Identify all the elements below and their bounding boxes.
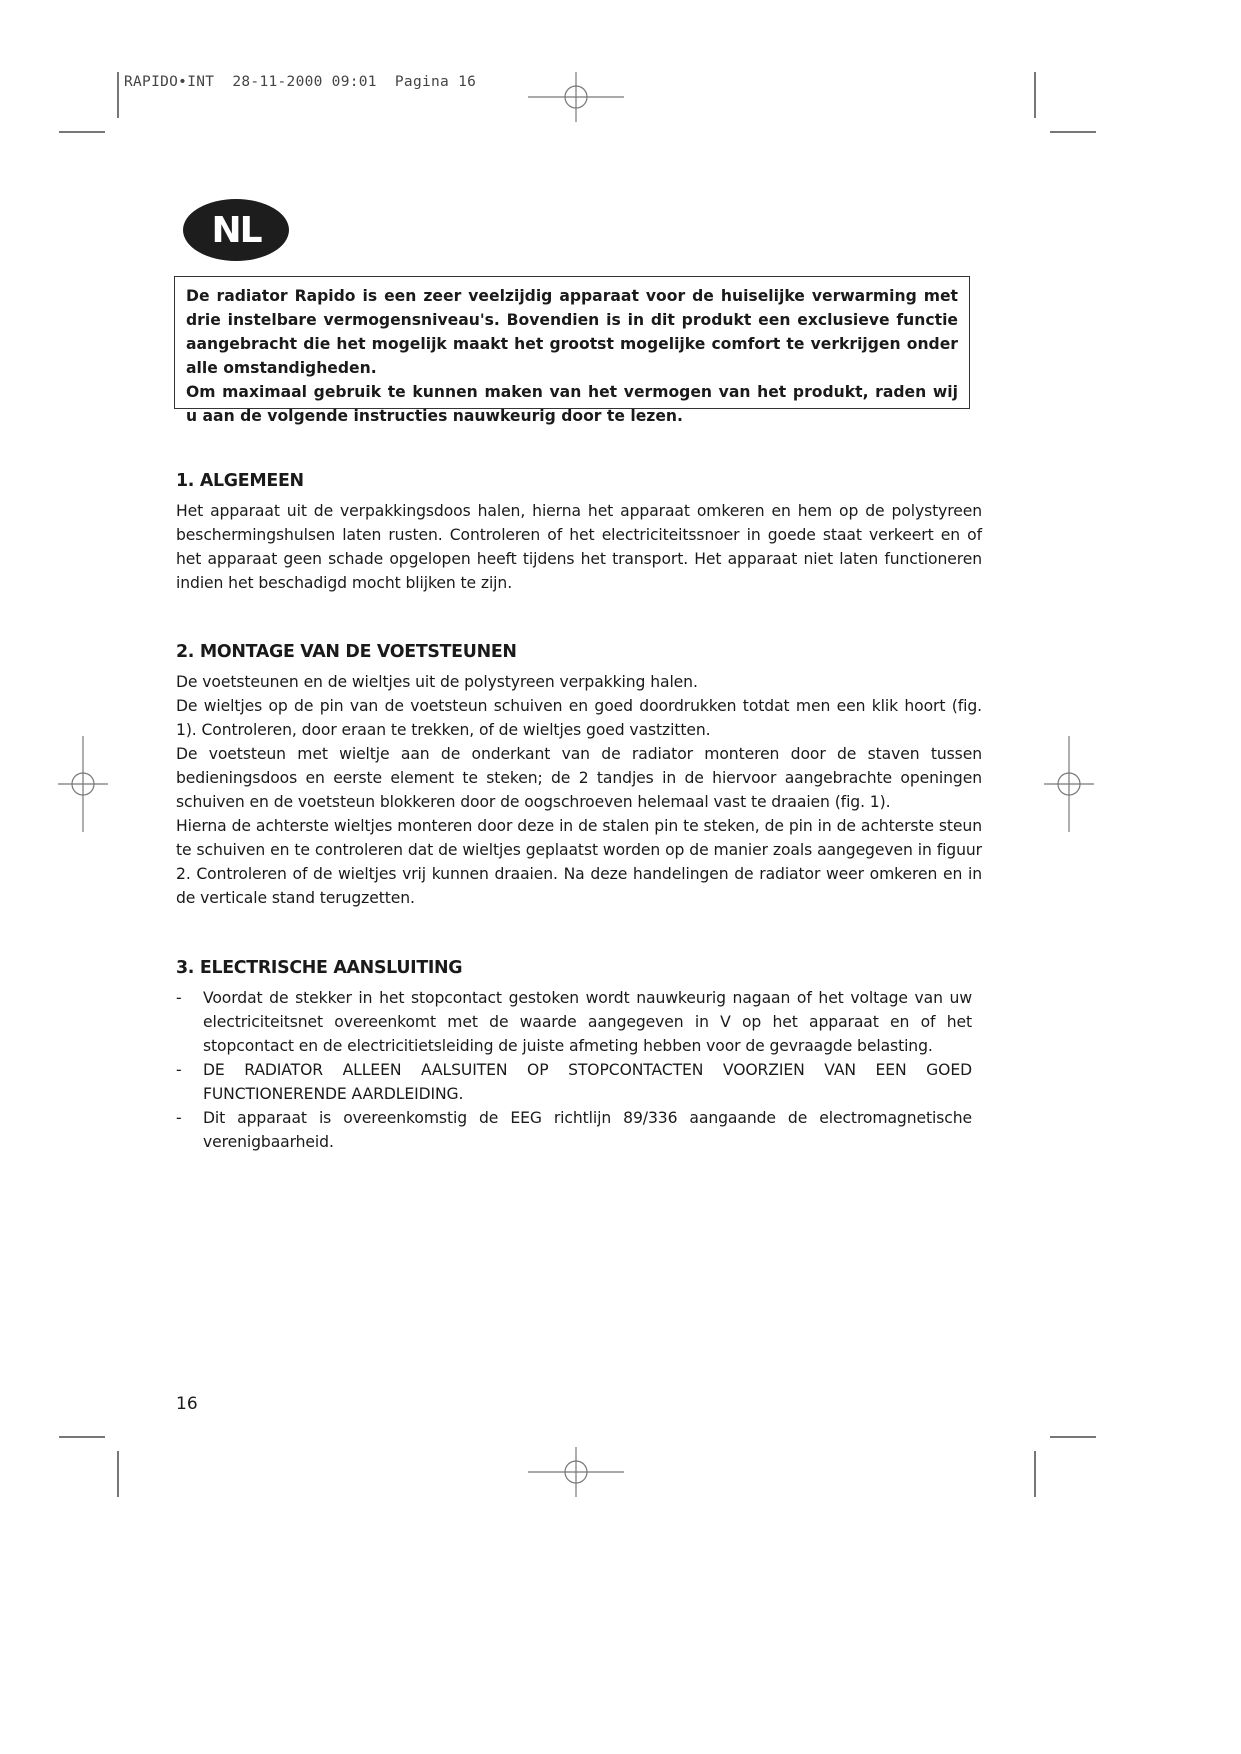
list-bullet: - xyxy=(176,989,182,1007)
paragraph: De wieltjes op de pin van de voetsteun schuiven en goed doordrukken totdat men een klik hoort (fig. 1). Controleren, door eraan te trekken, of de wieltjes goed vastzitten. xyxy=(176,697,982,739)
registration-mark-left xyxy=(58,736,108,832)
section-body-algemeen xyxy=(176,499,982,595)
section-body-electrische-aansluiting xyxy=(176,986,972,1154)
section-heading-electrische-aansluiting: 3. ELECTRISCHE AANSLUITING xyxy=(176,958,463,978)
section-heading-montage: 2. MONTAGE VAN DE VOETSTEUNEN xyxy=(176,642,517,662)
list-item xyxy=(176,1058,972,1106)
list-bullet: - xyxy=(176,1109,182,1127)
list-item-text: Dit apparaat is overeenkomstig de EEG richtlijn 89/336 aangaande de electromagnetische verenigbaarheid. xyxy=(203,1109,972,1151)
section-body-montage xyxy=(176,670,982,910)
list-item-text: DE RADIATOR ALLEEN AALSUITEN OP STOPCONTACTEN VOORZIEN VAN EEN GOED FUNCTIONERENDE AARDLEIDING. xyxy=(203,1061,972,1103)
intro-paragraph: Om maximaal gebruik te kunnen maken van het vermogen van het produkt, raden wij u aan de volgende instructies nauwkeurig door te lezen. xyxy=(186,383,958,425)
registration-mark-top xyxy=(528,72,624,122)
language-badge: NL xyxy=(183,199,289,261)
list-item xyxy=(176,986,972,1058)
page-number: 16 xyxy=(176,1394,198,1414)
intro-paragraph: De radiator Rapido is een zeer veelzijdig apparaat voor de huiselijke verwarming met drie instelbare vermogensniveau's. Bovendien is in dit produkt een exclusieve functie aangebracht die het mogelijk maakt het grootst mogelijke comfort te verkrijgen onder alle omstandigheden. xyxy=(186,287,958,377)
printer-slug: RAPIDO•INT 28-11-2000 09:01 Pagina 16 xyxy=(124,74,477,90)
list-item xyxy=(176,1106,972,1154)
intro-box xyxy=(174,276,970,425)
paragraph: De voetsteun met wieltje aan de onderkant van de radiator monteren door de staven tussen bedieningsdoos en eerste element te steken; de 2 tandjes in de hiervoor aangebrachte openingen schuiven en de voetsteun blokkeren door de oogschroeven helemaal vast te draaien (fig. 1). xyxy=(176,745,982,811)
paragraph: De voetsteunen en de wieltjes uit de polystyreen verpakking halen. xyxy=(176,673,698,691)
instruction-list xyxy=(176,986,972,1154)
list-bullet: - xyxy=(176,1061,182,1079)
list-item-text: Voordat de stekker in het stopcontact gestoken wordt nauwkeurig nagaan of het voltage van uw electriciteitsnet overeenkomt met de waarde aangegeven in V op het apparaat en of het stopcontact en de electricitietsleiding de juiste afmeting hebben voor de gevraagde belasting. xyxy=(203,989,972,1055)
paragraph: Hierna de achterste wieltjes monteren door deze in de stalen pin te steken, de pin in de achterste steun te schuiven en te controleren dat de wieltjes geplaatst worden op de manier zoals aangegeven in figuur 2. Controleren of de wieltjes vrij kunnen draaien. Na deze handelingen de radiator weer omkeren en in de verticale stand terugzetten. xyxy=(176,817,982,907)
section-heading-algemeen: 1. ALGEMEEN xyxy=(176,471,304,491)
registration-mark-bottom xyxy=(528,1447,624,1497)
registration-mark-right xyxy=(1044,736,1094,832)
paragraph: Het apparaat uit de verpakkingsdoos halen, hierna het apparaat omkeren en hem op de polystyreen beschermingshulsen laten rusten. Controleren of het electriciteitssnoer in goede staat verkeert en of het apparaat geen schade opgelopen heeft tijdens het transport. Het apparaat niet laten functioneren indien het beschadigd mocht blijken te zijn. xyxy=(176,502,982,592)
